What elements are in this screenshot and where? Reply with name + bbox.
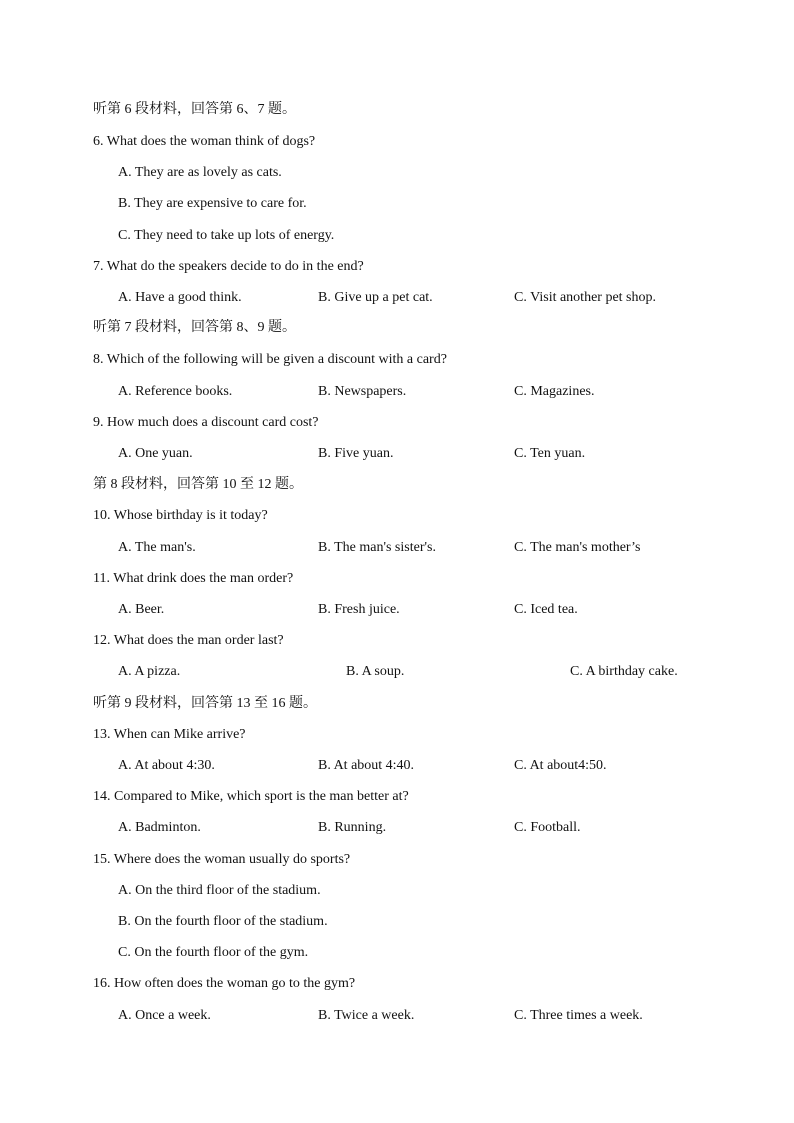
question-7-option-c: C. Visit another pet shop. — [514, 290, 657, 305]
question-9-options — [0, 446, 794, 462]
question-12-option-a: A. A pizza. — [118, 664, 181, 679]
question-11-option-a: A. Beer. — [118, 602, 165, 617]
question-11-options — [0, 602, 794, 618]
question-14-option-b: B. Running. — [318, 820, 387, 835]
question-13-options — [0, 758, 794, 774]
question-13-stem: 13. When can Mike arrive? — [93, 727, 246, 742]
question-16-options — [0, 1008, 794, 1024]
question-14-options — [0, 820, 794, 836]
question-7-options — [0, 290, 794, 306]
question-16-option-c: C. Three times a week. — [514, 1008, 643, 1023]
question-14-option-a: A. Badminton. — [118, 820, 201, 835]
question-9-stem: 9. How much does a discount card cost? — [93, 415, 319, 430]
section-heading-8: 第 8 段材料，回答第 10 至 12 题。 — [93, 477, 303, 492]
question-13-option-c: C. At about4:50. — [514, 758, 607, 773]
question-11-option-c: C. Iced tea. — [514, 602, 578, 617]
question-15-option-b: B. On the fourth floor of the stadium. — [118, 914, 328, 929]
question-11-stem: 11. What drink does the man order? — [93, 571, 294, 586]
question-8-option-b: B. Newspapers. — [318, 384, 407, 399]
section-heading-6: 听第 6 段材料，回答第 6、7 题。 — [93, 102, 296, 117]
question-16-stem: 16. How often does the woman go to the gym? — [93, 976, 356, 991]
question-10-options — [0, 540, 794, 556]
section-heading-7: 听第 7 段材料，回答第 8、9 题。 — [93, 320, 296, 335]
question-6-option-b: B. They are expensive to care for. — [118, 196, 307, 211]
question-13-option-a: A. At about 4:30. — [118, 758, 215, 773]
question-12-options — [0, 664, 794, 680]
question-14-stem: 14. Compared to Mike, which sport is the man better at? — [93, 789, 409, 804]
question-7-stem: 7. What do the speakers decide to do in the end? — [93, 259, 364, 274]
question-9-option-c: C. Ten yuan. — [514, 446, 586, 461]
question-12-option-c: C. A birthday cake. — [570, 664, 678, 679]
question-16-option-b: B. Twice a week. — [318, 1008, 415, 1023]
question-14-option-c: C. Football. — [514, 820, 581, 835]
question-11-option-b: B. Fresh juice. — [318, 602, 400, 617]
question-8-options — [0, 384, 794, 400]
question-10-option-c: C. The man's mother’s — [514, 540, 641, 555]
question-10-stem: 10. Whose birthday is it today? — [93, 508, 268, 523]
question-8-option-c: C. Magazines. — [514, 384, 595, 399]
question-7-option-b: B. Give up a pet cat. — [318, 290, 433, 305]
question-6-stem: 6. What does the woman think of dogs? — [93, 134, 316, 149]
question-15-stem: 15. Where does the woman usually do sports? — [93, 852, 351, 867]
question-7-option-a: A. Have a good think. — [118, 290, 242, 305]
question-15-option-c: C. On the fourth floor of the gym. — [118, 945, 309, 960]
question-8-option-a: A. Reference books. — [118, 384, 233, 399]
question-10-option-b: B. The man's sister's. — [318, 540, 436, 555]
question-12-stem: 12. What does the man order last? — [93, 633, 284, 648]
question-9-option-b: B. Five yuan. — [318, 446, 394, 461]
question-16-option-a: A. Once a week. — [118, 1008, 211, 1023]
question-13-option-b: B. At about 4:40. — [318, 758, 415, 773]
question-8-stem: 8. Which of the following will be given a discount with a card? — [93, 352, 447, 367]
question-6-option-a: A. They are as lovely as cats. — [118, 165, 282, 180]
question-6-option-c: C. They need to take up lots of energy. — [118, 228, 335, 243]
question-10-option-a: A. The man's. — [118, 540, 196, 555]
question-15-option-a: A. On the third floor of the stadium. — [118, 883, 321, 898]
section-heading-9: 听第 9 段材料，回答第 13 至 16 题。 — [93, 696, 317, 711]
question-9-option-a: A. One yuan. — [118, 446, 193, 461]
question-12-option-b: B. A soup. — [346, 664, 405, 679]
